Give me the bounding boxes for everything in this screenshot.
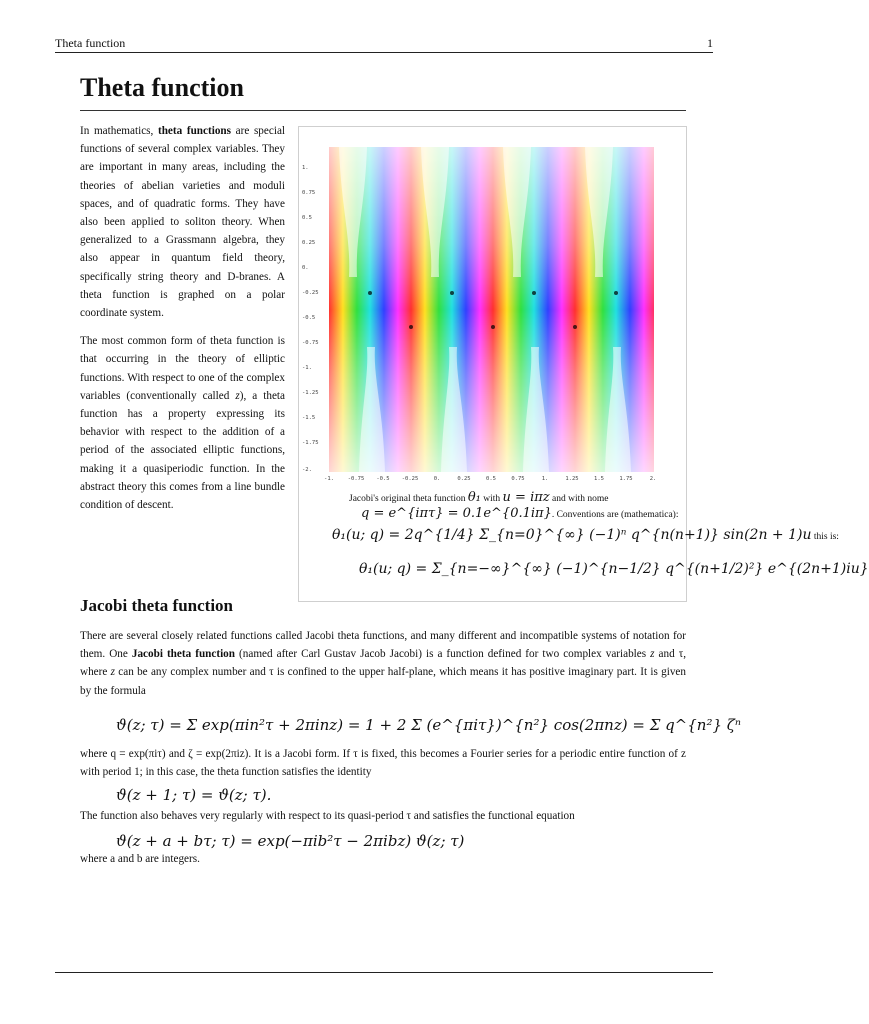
y-tick-label: -1.5 <box>302 415 316 421</box>
y-tick-label: -1.75 <box>302 440 319 446</box>
section-paragraph-4: where a and b are integers. <box>80 853 200 865</box>
x-tick-label: -0.25 <box>401 476 419 482</box>
x-tick-label: 1.5 <box>594 476 604 482</box>
page-title: Theta function <box>80 73 244 102</box>
x-tick-label: -0.5 <box>376 476 390 482</box>
x-tick-label: 1.75 <box>619 476 633 482</box>
equation-periodicity: ϑ(z + 1; τ) = ϑ(z; τ). <box>116 786 272 804</box>
y-tick-label: -1. <box>302 365 312 371</box>
running-head-title: Theta function <box>55 36 126 50</box>
title-rule <box>80 110 686 111</box>
x-tick-label: -1. <box>324 476 334 482</box>
x-tick-label: 0.75 <box>511 476 525 482</box>
x-tick-label: 1. <box>541 476 549 482</box>
footer-rule <box>55 972 713 973</box>
x-tick-label: 1.25 <box>565 476 579 482</box>
caption-line-1: Jacobi's original theta function θ₁ with u = iπz and with nome <box>349 490 609 505</box>
y-tick-label: 0.5 <box>302 215 312 221</box>
y-tick-label: 0. <box>302 265 309 271</box>
y-tick-label: -0.75 <box>302 340 319 346</box>
bold-term: theta functions <box>157 125 231 137</box>
y-tick-label: 0.25 <box>302 240 316 246</box>
x-tick-label: 2. <box>649 476 657 482</box>
y-tick-label: -1.25 <box>302 390 319 396</box>
y-tick-label: -0.25 <box>302 290 319 296</box>
equation-functional: ϑ(z + a + bτ; τ) = exp(−πib²τ − 2πibz) ϑ(z; τ) <box>116 832 465 850</box>
theta-plot-image <box>329 147 654 472</box>
intro-paragraph-2: The most common form of theta function is that occurring in the theory of elliptic functions. With respect to one of the complex variables (conventionally called z), a theta function has a property expressing its behavior with respect to the addition of a period of the associated elliptic functions, making it a quasiperiodic function. In the abstract theory this comes from a line bundle condition of descent. <box>80 335 285 512</box>
x-tick-label: 0.25 <box>457 476 471 482</box>
caption-line-2: q = e^{iπτ} = 0.1e^{0.1iπ}. Conventions are (mathematica): <box>361 506 679 521</box>
section-paragraph-3: The function also behaves very regularly with respect to its quasi-period τ and satisfies the functional equation <box>80 810 575 822</box>
header-rule <box>55 52 713 53</box>
y-tick-label: -0.5 <box>302 315 316 321</box>
intro-text <box>80 122 285 524</box>
equation-theta-definition: ϑ(z; τ) = Σ exp(πin²τ + 2πinz) = 1 + 2 Σ (e^{πiτ})^{n²} cos(2πnz) = Σ q^{n²} ζⁿ <box>116 716 741 734</box>
section-heading: Jacobi theta function <box>80 596 233 615</box>
section-paragraph-2: where q = exp(πiτ) and ζ = exp(2πiz). It is a Jacobi form. If τ is fixed, this becomes a Fourier series for a periodic entire function of z with period 1; in this case, the theta function satisfies the identity <box>80 748 686 779</box>
x-tick-label: 0.5 <box>486 476 496 482</box>
y-tick-label: -2. <box>302 467 312 473</box>
bold-term: Jacobi theta function <box>131 648 236 661</box>
caption-formula-2: θ₁(u; q) = Σ_{n=−∞}^{∞} (−1)^{n−1/2} q^{(n+1/2)²} e^{(2n+1)iu} <box>359 561 869 577</box>
running-head <box>55 36 713 52</box>
x-tick-label: 0. <box>433 476 441 482</box>
caption-formula-1: θ₁(u; q) = 2q^{1/4} Σ_{n=0}^{∞} (−1)ⁿ q^{n(n+1)} sin(2n + 1)u this is: <box>332 527 839 543</box>
domain-coloring-plot <box>329 147 654 472</box>
intro-paragraph-1: In mathematics, theta functions are special functions of several complex variables. They are important in many areas, including the theories of abelian varieties and moduli spaces, and of quadratic forms. They have also been applied to soliton theory. When generalized to a Grassmann algebra, they also appear in quantum field theory, specifically string theory and D-branes. A theta function is graphed on a polar coordinate system. <box>80 125 286 320</box>
y-tick-label: 0.75 <box>302 190 316 196</box>
figure <box>298 126 869 602</box>
section-paragraph-1: There are several closely related functions called Jacobi theta functions, and many different and incompatible systems of notation for them. One Jacobi theta function (named after Carl Gustav Jacob Jacobi) is a function defined for two complex variables z and τ, where z can be any complex number and τ is confined to the upper half-plane, which means it has positive imaginary part. It is given by the formula <box>80 630 686 697</box>
y-tick-label: 1. <box>302 165 309 171</box>
page-number: 1 <box>707 36 713 50</box>
x-tick-label: -0.75 <box>347 476 365 482</box>
